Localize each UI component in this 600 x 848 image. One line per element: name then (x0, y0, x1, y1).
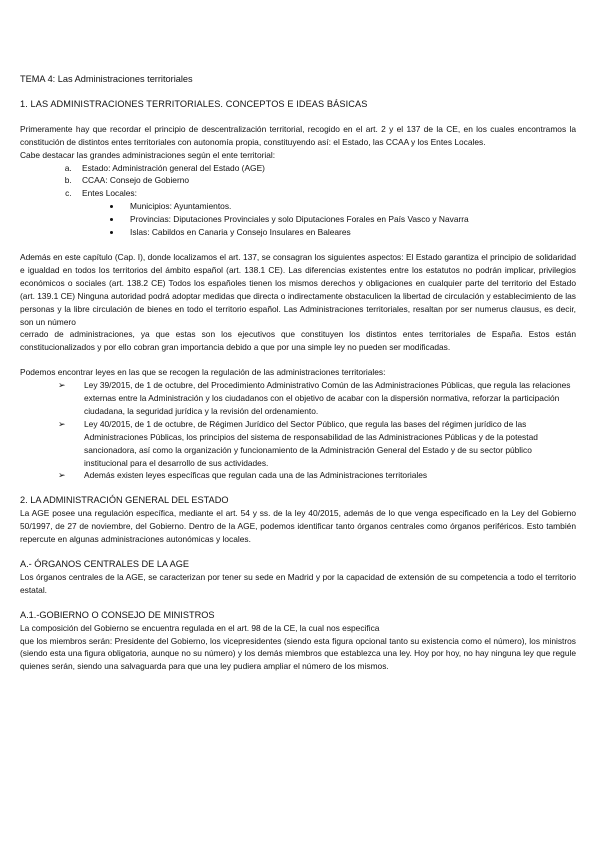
list-item: • Municipios: Ayuntamientos. (122, 200, 576, 213)
section-a1-heading: A.1.-GOBIERNO O CONSEJO DE MINISTROS (20, 609, 215, 620)
list-item (74, 187, 576, 239)
laws-list (20, 379, 576, 482)
section-a1-body-b: que los miembros serán: Presidente del Gobierno, los vicepresidentes (siendo esta figura opcional tanto su existencia como el número), los ministros (siendo esta una figura obligatoria, aunque no su número) y los demás miembros que establezca una ley. Hoy por hoy, no hay ninguna ley que regule quienes serán, siendo una salvaguarda para que una ley pudiera ampliar el número de los mismos. (20, 635, 576, 672)
document-title: TEMA 4: Las Administraciones territoriales (20, 74, 193, 84)
law-text: Ley 40/2015, de 1 de octubre, de Régimen Jurídico del Sector Público, que regula las bases del régimen jurídico de las Administraciones Públicas, los principios del sistema de responsabilidad de las Administraciones Públicas y de la potestad sancionadora, así como la organización y funcionamiento de la Administración General del Estado y de su sector público institucional para el desarrollo de sus actividades. (84, 418, 538, 468)
list-item: b. CCAA: Consejo de Gobierno (74, 174, 576, 187)
list-item: • Islas: Cabildos en Canaria y Consejo Insulares en Baleares (122, 226, 576, 239)
section-1-heading: 1. LAS ADMINISTRACIONES TERRITORIALES. CONCEPTOS E IDEAS BÁSICAS (20, 98, 368, 109)
local-entities-sublist (82, 200, 576, 239)
law-text: Además existen leyes específicas que regulan cada una de las Administraciones territoriales (84, 470, 428, 481)
arrow-bullet-icon: ➢ (58, 418, 66, 429)
arrow-bullet-icon: ➢ (58, 470, 66, 481)
list-item: a. Estado: Administración general del Estado (AGE) (74, 162, 576, 175)
laws-lead: Podemos encontrar leyes en las que se recogen la regulación de las administraciones territoriales: (20, 367, 386, 378)
law-text: Ley 39/2015, de 1 de octubre, del Procedimiento Administrativo Común de las Administraciones Públicas, que regula las relaciones externas entre la Administración y los ciudadanos con el objetivo de acabar con la dispersión normativa, reforzar la participación ciudadana, la seguridad jurídica y la revisión del ordenamiento. (84, 380, 571, 416)
document-page (20, 68, 576, 673)
section-a-heading: A.- ÓRGANOS CENTRALES DE LA AGE (20, 559, 189, 569)
section-a-body: Los órganos centrales de la AGE, se caracterizan por tener su sede en Madrid y por la capacidad de extensión de su competencia a todo el territorio estatal. (20, 571, 576, 595)
section-1-lead: Cabe destacar las grandes administraciones según el ente territorial: (20, 149, 276, 160)
section-2-heading: 2. LA ADMINISTRACIÓN GENERAL DEL ESTADO (20, 495, 229, 506)
section-a1-body-a: La composición del Gobierno se encuentra regulada en el art. 98 de la CE, la cual nos especifica (20, 622, 380, 633)
section-1-intro: Primeramente hay que recordar el principio de descentralización territorial, recogido en el art. 2 y el 137 de la CE, en los cuales encontramos la constitución de distintos entes territoriales con autonomía propia, constituyendo así: el Estado, las CCAA y los Entes Locales. (20, 123, 576, 147)
list-item (20, 379, 576, 418)
list-item: • Provincias: Diputaciones Provinciales y solo Diputaciones Forales en País Vasco y Navarra (122, 213, 576, 226)
list-item (20, 418, 576, 470)
section-1-paragraph-2b: cerrado de administraciones, ya que estas son los ejecutivos que constituyen los distintos entes territoriales de España. Estos están constitucionalizados y por ello cobran gran importancia debido a que por una simple ley no pueden ser modificadas. (20, 329, 576, 353)
entity-list (20, 162, 576, 239)
section-1-paragraph-2a: Además en este capítulo (Cap. I), donde localizamos el art. 137, se consagran los siguientes aspectos: El Estado garantiza el principio de solidaridad e igualdad en todos los territorios del ámbito español (art. 138.1 CE). Las diferencias existentes entre los estatutos no podrán implicar, privilegios económicos o sociales (art. 138.2 CE) Todos los españoles tienen los mismos derechos y obligaciones en cualquier parte del territorio del Estado (art. 139.1 CE) Ninguna autoridad podrá adoptar medidas que directa o indirectamente obstaculicen la libertad de circulación y establecimiento de las personas y la libre circulación de bienes en todo el territorio español. Las Administraciones territoriales, resaltan por ser numerus clausus, es decir, son un número (20, 251, 576, 327)
list-item (20, 469, 576, 482)
arrow-bullet-icon: ➢ (58, 380, 66, 391)
list-item-label: Entes Locales: (82, 188, 137, 199)
section-2-body: La AGE posee una regulación específica, mediante el art. 54 y ss. de la ley 40/2015, además de lo que venga especificado en la Ley del Gobierno 50/1997, de 27 de noviembre, del Gobierno. Dentro de la AGE, podemos identificar tanto órganos centrales como órganos periféricos. Esto también repercute en algunas administraciones autonómicas y locales. (20, 508, 576, 545)
